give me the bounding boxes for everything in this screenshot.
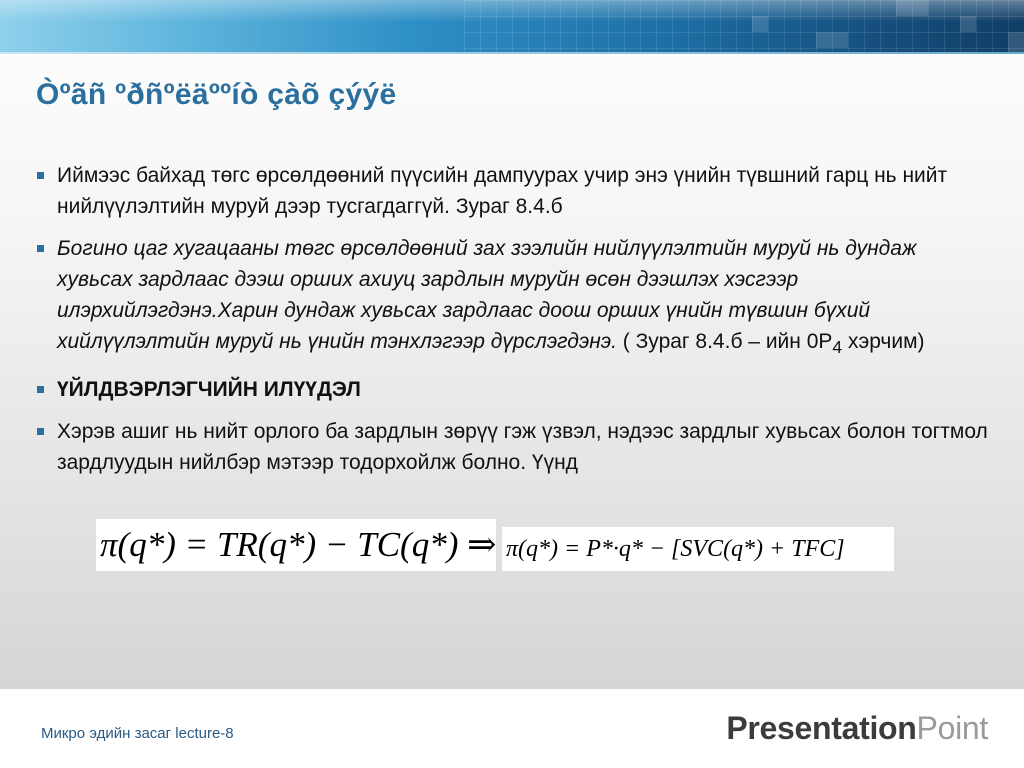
slide-title: Òºãñ ºðñºëäººíò çàõ çýýë bbox=[36, 78, 397, 111]
banner-square bbox=[896, 0, 928, 16]
bullet-marker bbox=[37, 386, 44, 393]
bullet-heading: ҮЙЛДВЭРЛЭГЧИЙН ИЛҮҮДЭЛ bbox=[57, 378, 361, 402]
banner-square bbox=[1008, 32, 1024, 52]
bullet-marker bbox=[37, 245, 44, 252]
banner-square bbox=[752, 16, 768, 32]
bullet-text: Хэрэв ашиг нь нийт орлого ба зардлын зөрүү гэж үзвэл, нэдээс зардлыг хувьсах болон тогтмол зардлуудын нийлбэр мэтээр тодорхойлж болно. Үүнд bbox=[57, 420, 988, 475]
bullet-text: Богино цаг хугацааны төгс өрсөлдөөний зах зээлийн нийлүүлэлтийн муруй нь дундаж хувьсах зардлаас дээш орших ахиуц зардлын муруйн өсөн дээшлэх хэсгээр илэрхийлэгдэнэ.Харин дундаж хувьсах зардлаас доош орших үнийн түвшин бүхий хийлүүлэлтийн муруй нь үнийн тэнхлэгээр дүрслэгдэнэ. bbox=[57, 237, 917, 353]
bullet-marker bbox=[37, 428, 44, 435]
bullet-item bbox=[36, 233, 996, 363]
banner-grid-pattern bbox=[464, 0, 1024, 52]
banner-square bbox=[816, 32, 848, 48]
bullet-text: Иймээс байхад төгс өрсөлдөөний пүүсийн дампуурах учир энэ үнийн түвшний гарц нь нийт нийлүүлэлтийн муруй дээр тусгагдаггүй. Зураг 8.4.б bbox=[57, 164, 948, 218]
profit-cost-formula: π(q*) = P*·q* − [SVC(q*) + TFC] bbox=[502, 527, 894, 571]
footer-course-label: Микро эдийн засаг lecture-8 bbox=[41, 725, 234, 742]
top-banner bbox=[0, 0, 1024, 52]
brand-logo bbox=[726, 710, 988, 747]
brand-logo-light: Point bbox=[916, 710, 988, 746]
bullet-list bbox=[36, 160, 996, 489]
figure-ref-subscript: 4 bbox=[832, 337, 843, 358]
bullet-item bbox=[36, 374, 996, 405]
bullet-figure-reference bbox=[616, 330, 925, 358]
figure-ref-prefix: ( Зураг 8.4.б – ийн 0P bbox=[616, 330, 833, 353]
bullet-marker bbox=[37, 172, 44, 179]
profit-formula: π(q*) = TR(q*) − TC(q*) ⇒ bbox=[96, 519, 496, 571]
bullet-item bbox=[36, 160, 996, 222]
brand-logo-bold: Presentation bbox=[726, 710, 917, 746]
figure-ref-suffix: хэрчим) bbox=[842, 330, 925, 353]
banner-underline bbox=[0, 52, 1024, 54]
banner-square bbox=[960, 16, 976, 32]
bullet-item bbox=[36, 416, 996, 478]
